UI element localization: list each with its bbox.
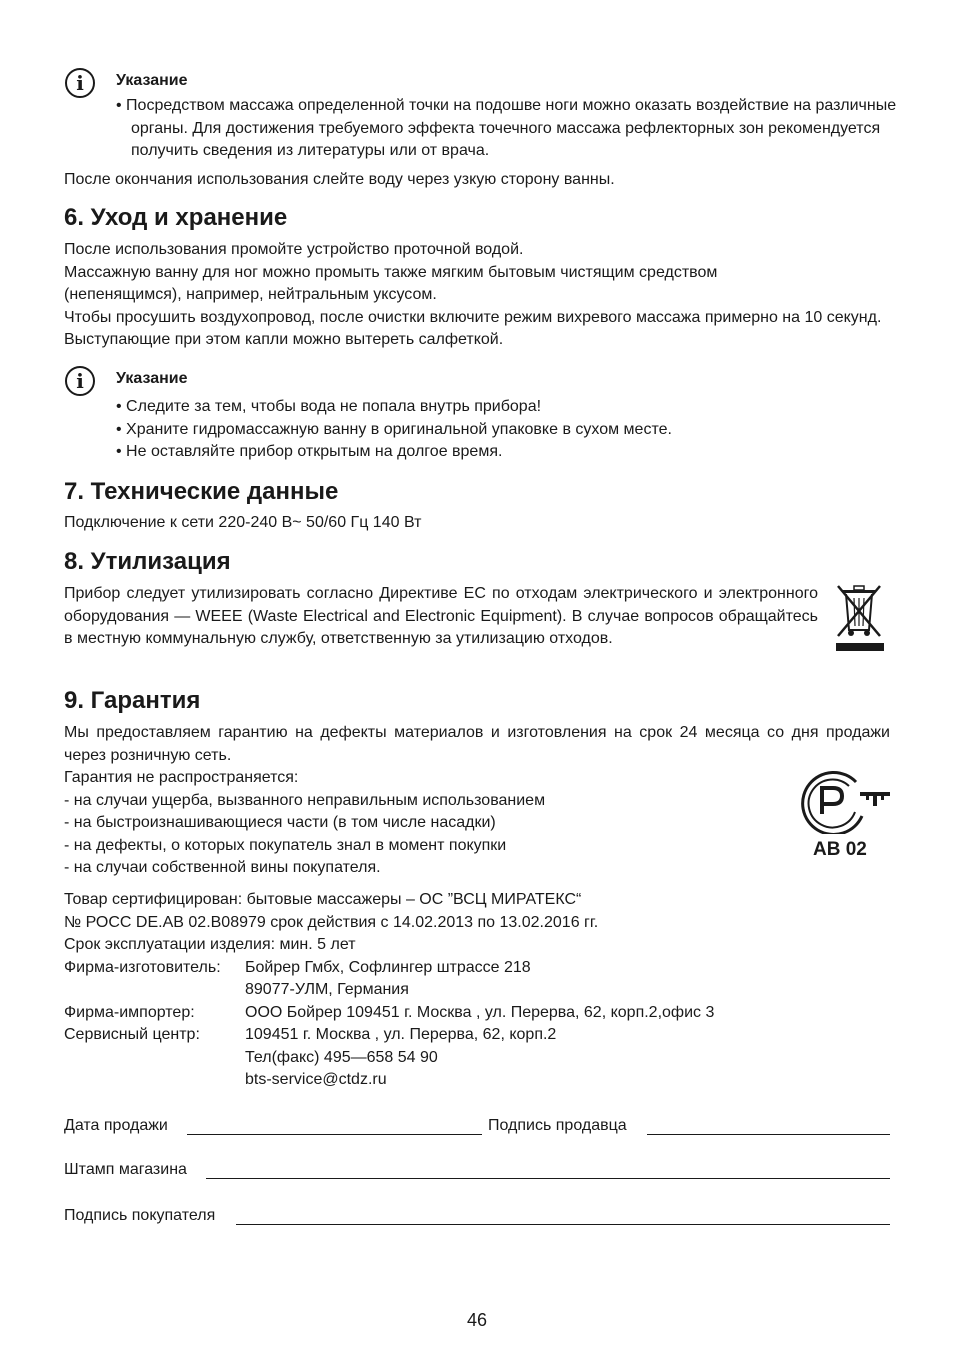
manufacturer-label: Фирма-изготовитель:: [64, 958, 221, 976]
info-icon: i: [65, 366, 95, 396]
list-item: • Храните гидромассажную ванну в оригинальной упаковке в сухом месте.: [116, 420, 672, 438]
note-title: Указание: [116, 72, 188, 89]
list-item: - на случаи собственной вины покупателя.: [64, 859, 381, 876]
note-list: [116, 396, 891, 464]
sale-date-label: Дата продажи: [64, 1117, 168, 1134]
buyer-sign-field[interactable]: [236, 1224, 890, 1225]
importer-label: Фирма-импортер:: [64, 1003, 195, 1021]
section-heading: 9. Гарантия: [64, 687, 201, 714]
weee-crossed-bin-icon: [834, 582, 886, 652]
service-label: Сервисный центр:: [64, 1026, 200, 1043]
manufacturer-line: Бойрер Гмбх, Софлингер штрассе 218: [245, 958, 531, 976]
manufacturer-line: 89077-УЛМ, Германия: [245, 981, 409, 998]
store-stamp-field[interactable]: [206, 1178, 890, 1179]
sale-date-field[interactable]: [187, 1134, 482, 1135]
paragraph: Мы предоставляем гарантию на дефекты материалов и изготовления на срок 24 месяца со дня продажи через розничную сеть.: [64, 724, 890, 764]
note-bullet: • Посредством массажа определенной точки на подошве ноги можно оказать воздействие на различные органы. Для достижения требуемого эффекта точечного массажа рефлекторных зон рекомендуется получить сведения из литературы или от врача.: [116, 97, 897, 159]
cert-line: № РОСС DE.АВ 02.В08979 срок действия с 14.02.2013 по 13.02.2016 гг.: [64, 913, 599, 931]
paragraph: Подключение к сети 220-240 В~ 50/60 Гц 140 Вт: [64, 514, 422, 531]
section-heading: 6. Уход и хранение: [64, 204, 288, 231]
page-number: 46: [466, 1310, 488, 1330]
certification-block: [64, 889, 890, 1092]
cert-line: Товар сертифицирован: бытовые массажеры – ОС ”ВСЦ МИРАТЕКС“: [64, 891, 582, 908]
seller-sign-label: Подпись продавца: [488, 1117, 627, 1134]
cert-line: Срок эксплуатации изделия: мин. 5 лет: [64, 936, 356, 953]
service-line: Тел(факс) 495—658 54 90: [245, 1048, 438, 1066]
service-email: bts-service@ctdz.ru: [245, 1071, 387, 1088]
note-title: Указание: [116, 370, 188, 387]
list-item: • Следите за тем, чтобы вода не попала внутрь прибора!: [116, 398, 542, 415]
pct-certification-logo: [800, 768, 892, 834]
paragraph: Массажную ванну для ног можно промыть также мягким бытовым чистящим средством (непенящимся), например, нейтральным уксусом.: [64, 263, 718, 303]
list-item: • Не оставляйте прибор открытым на долгое время.: [116, 443, 503, 460]
list-heading: Гарантия не распространяется:: [64, 769, 299, 786]
paragraph: После окончания использования слейте воду через узкую сторону ванны.: [64, 171, 615, 188]
importer-value: ООО Бойрер 109451 г. Москва , ул. Перерва, 62, корп.2,офис 3: [245, 1003, 715, 1021]
store-stamp-label: Штамп магазина: [64, 1161, 187, 1178]
section-heading: 7. Технические данные: [64, 478, 339, 505]
paragraph: Чтобы просушить воздухопровод, после очистки включите режим вихревого массажа примерно на 10 секунд. Выступающие при этом капли можно вытереть салфеткой.: [64, 308, 882, 348]
paragraph: Прибор следует утилизировать согласно Директиве ЕС по отходам электрического и электронного оборудования — WEEE (Waste Electrical and Electronic Equipment). В случае вопросов обращайтесь в местную коммунальную службу, ответственную за утилизацию отходов.: [64, 585, 818, 647]
buyer-sign-label: Подпись покупателя: [64, 1207, 216, 1224]
seller-sign-field[interactable]: [647, 1134, 890, 1135]
section-body: [64, 239, 890, 352]
paragraph: После использования промойте устройство проточной водой.: [64, 241, 524, 258]
section-heading: 8. Утилизация: [64, 548, 231, 575]
list-item: - на дефекты, о которых покупатель знал в момент покупки: [64, 836, 507, 854]
list-item: - на случаи ущерба, вызванного неправильным использованием: [64, 791, 546, 809]
cert-mark: АВ 02: [813, 839, 867, 860]
service-line: 109451 г. Москва , ул. Перерва, 62, корп.2: [245, 1026, 557, 1043]
list-item: - на быстроизнашивающиеся части (в том числе насадки): [64, 814, 496, 831]
exclusions-list: [64, 767, 764, 880]
info-icon: i: [65, 68, 95, 98]
